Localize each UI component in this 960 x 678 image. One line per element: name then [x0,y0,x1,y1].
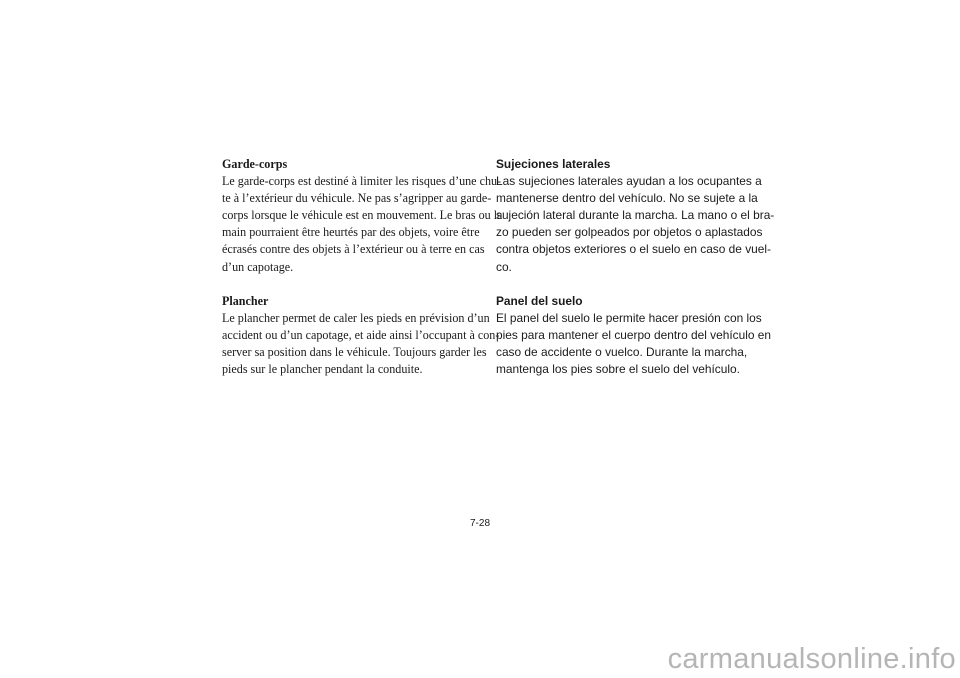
text-line: écrasés contre des objets à l’extérieur ou à terre en cas [222,242,485,257]
watermark: carmanualsonline.info [667,643,956,675]
section-sujeciones-laterales [496,156,775,276]
text-line: pies para mantener el cuerpo dentro del vehículo en [496,327,771,342]
text-line: d’un capotage. [222,259,294,274]
paragraph-garde-corps [222,173,503,276]
text-line: sujeción lateral durante la marcha. La mano o el bra- [496,208,775,223]
text-line: zo pueden ser golpeados por objetos o aplastados [496,225,763,240]
heading-sujeciones-laterales: Sujeciones laterales [496,157,611,171]
section-garde-corps [222,156,503,276]
text-line: pieds sur le plancher pendant la conduite. [222,362,423,377]
spanish-column [496,156,775,395]
paragraph-plancher [222,310,500,378]
heading-panel-del-suelo: Panel del suelo [496,293,583,308]
text-line: Le plancher permet de caler les pieds en prévision d’un [222,310,490,325]
paragraph-panel-del-suelo [496,310,771,378]
heading-garde-corps: Garde-corps [222,157,288,171]
text-line: te à l’extérieur du véhicule. Ne pas s’agripper au garde- [222,191,492,206]
text-line: mantenerse dentro del vehículo. No se sujete a la [496,191,758,206]
text-line: El panel del suelo le permite hacer presión con los [496,310,762,325]
paragraph-sujeciones-laterales [496,173,775,276]
french-column [222,156,503,395]
text-line: main pourraient être heurtés par des objets, voire être [222,225,480,240]
text-line: server sa position dans le véhicule. Toujours garder les [222,345,487,360]
text-line: Le garde-corps est destiné à limiter les risques d’une chu- [222,174,502,189]
section-plancher [222,293,500,378]
section-panel-del-suelo [496,293,771,378]
text-line: accident ou d’un capotage, et aide ainsi l’occupant à con- [222,327,500,342]
text-line: corps lorsque le véhicule est en mouvement. Le bras ou la [222,208,503,223]
text-line: co. [496,259,512,274]
text-line: Las sujeciones laterales ayudan a los ocupantes a [496,174,762,189]
text-line: contra objetos exteriores o el suelo en caso de vuel- [496,242,771,257]
text-line: mantenga los pies sobre el suelo del vehículo. [496,362,740,377]
heading-plancher: Plancher [222,293,269,308]
page-number: 7-28 [469,518,490,529]
text-line: caso de accidente o vuelco. Durante la marcha, [496,345,748,360]
